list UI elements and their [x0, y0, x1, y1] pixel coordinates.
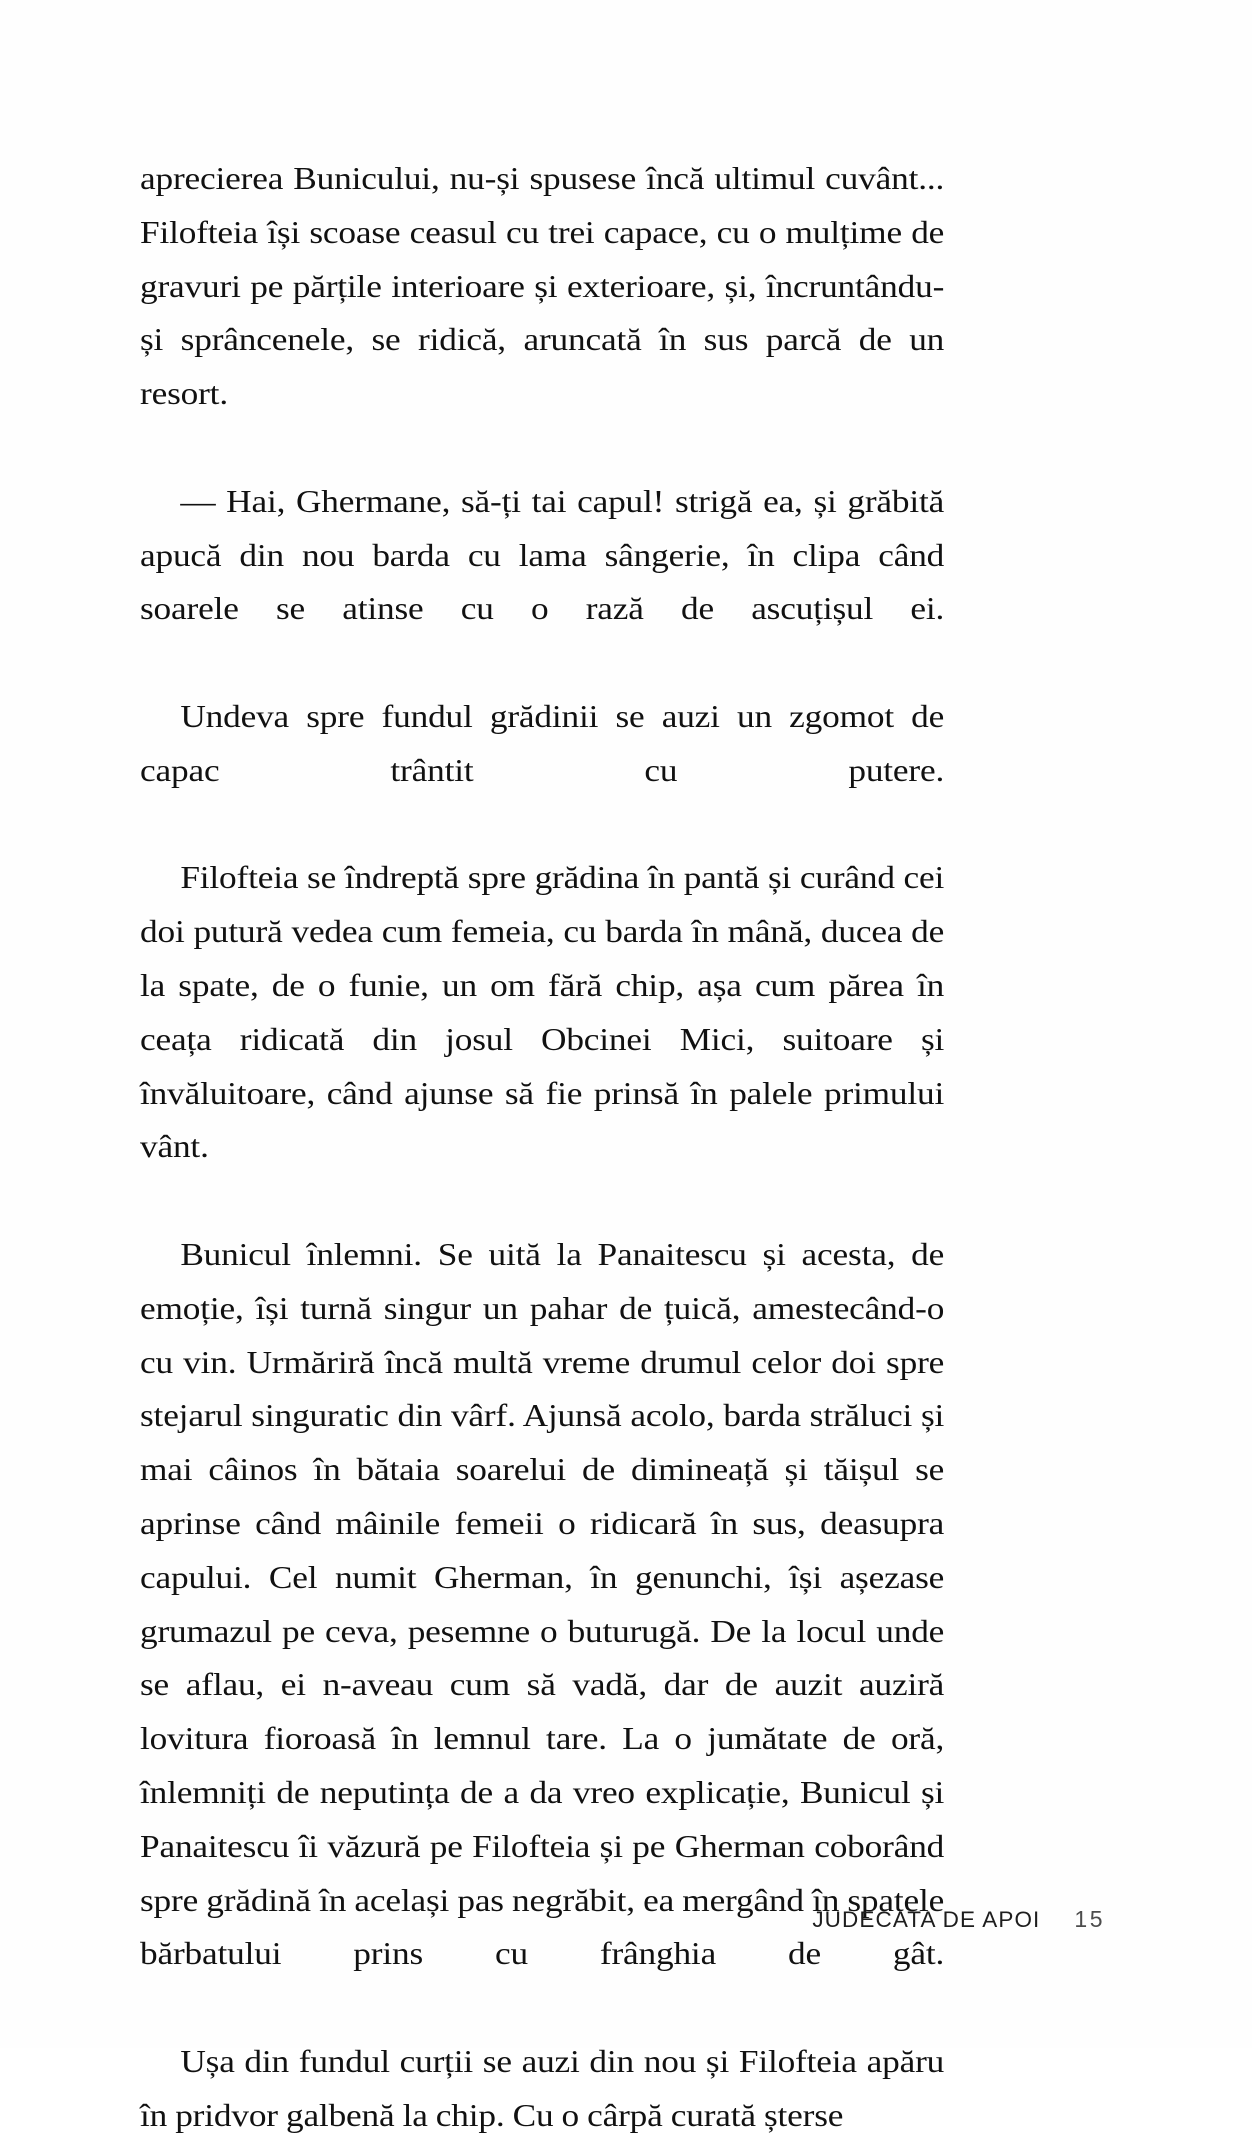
paragraph-filofteia-gradina: Filofteia se îndreptă spre grădina în pantă și curând cei doi putură vedea cum femeia, cu barda în mână, ducea de la spate, de o funie, un om fără chip, așa cum părea în ceața ridicată din josul Obcinei Mici, suitoare și învăluitoare, când ajunse să fie prinsă în palele primului vânt. [140, 860, 945, 1165]
page-number: 15 [1074, 1906, 1105, 1932]
paragraph-zgomot-capac: Undeva spre fundul grădinii se auzi un zgomot de capac trântit cu putere. [140, 698, 945, 788]
page-body-text [140, 152, 944, 2142]
running-title: JUDECATA DE APOI [812, 1907, 1041, 1932]
paragraph-bunicul-inlemni: Bunicul înlemni. Se uită la Panaitescu și acesta, de emoție, își turnă singur un pahar de țuică, amestecând-o cu vin. Urmăriră încă multă vreme drumul celor doi spre stejarul singuratic din vârf. Ajunsă acolo, barda străluci și mai câinos în bătaia soarelui de dimineață și tăișul se aprinse când mâinile femeii o ridicară în sus, deasupra capului. Cel numit Gherman, în genunchi, își așezase grumazul pe ceva, pesemne o buturugă. De la locul unde se aflau, ei n-aveau cum să vadă, dar de auzit auziră lovitura fioroasă în lemnul tare. La o jumătate de oră, înlemniți de neputința de a da vreo explicație, Bunicul și Panaitescu îi văzură pe Filofteia și pe Gherman coborând spre grădină în același pas negrăbit, ea mergând în spatele bărbatului prins cu frânghia de gât. [140, 1236, 945, 1972]
paragraph-continuation: aprecierea Bunicului, nu-și spusese încă ultimul cuvânt... Filofteia își scoase ceasul cu trei capace, cu o mulțime de gravuri pe părțile interioare și exterioare, și, încruntându-și sprâncenele, se ridică, aruncată în sus parcă de un resort. [140, 161, 945, 412]
paragraph-usa-fundul-curtii: Ușa din fundul curții se auzi din nou și Filofteia apăru în pridvor galbenă la chip. Cu o cârpă curată șterse [140, 2043, 945, 2133]
page-footer [140, 1906, 1105, 1933]
paragraph-dialogue-hai-ghermane: — Hai, Ghermane, să-ți tai capul! strigă ea, și grăbită apucă din nou barda cu lama sângerie, în clipa când soarele se atinse cu o rază de ascuțișul ei. [140, 483, 945, 627]
